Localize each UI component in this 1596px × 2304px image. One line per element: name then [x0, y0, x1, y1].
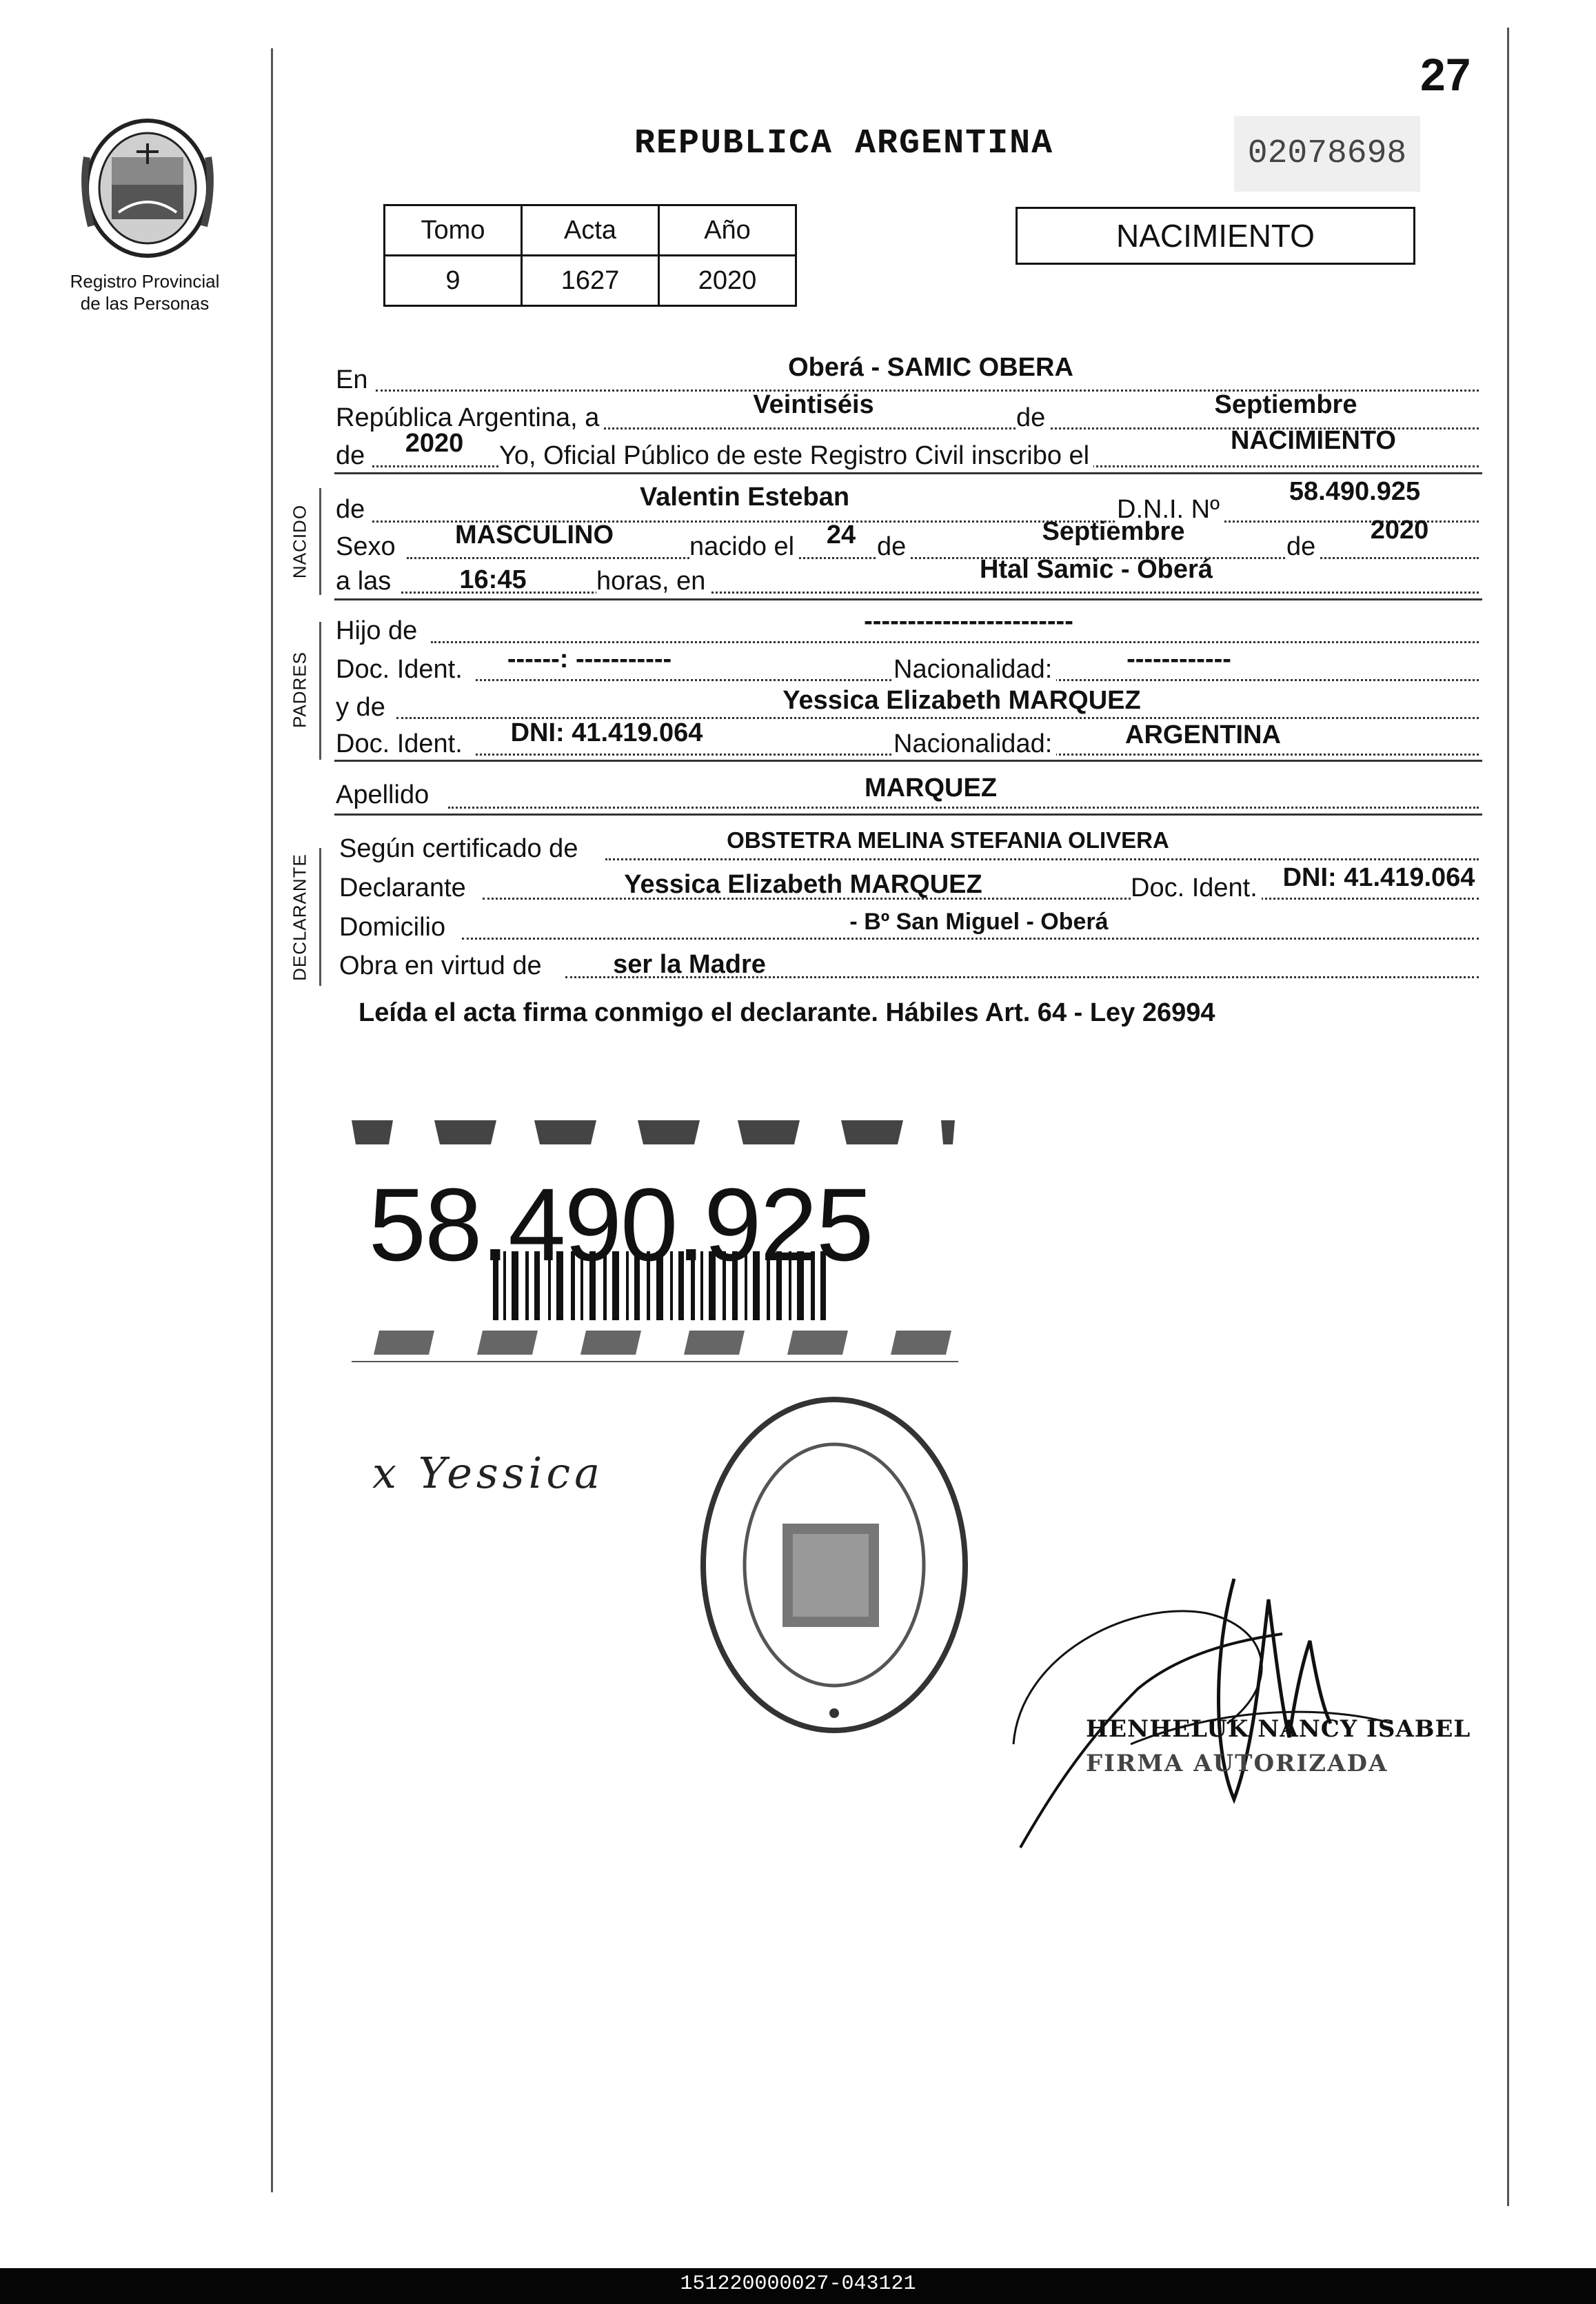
nacido-el-label: nacido el: [689, 532, 798, 2304]
misiones-coat-of-arms-icon: [77, 116, 219, 264]
en-label: En: [336, 365, 372, 395]
declarant-handwritten-signature: x Yessica: [372, 1448, 605, 1498]
mother-doc-label: Doc. Ident.: [336, 729, 467, 2304]
de-label-2: de: [336, 441, 369, 2304]
sexo-label: Sexo: [336, 532, 400, 2304]
oficial-text: Yo, Oficial Público de este Registro Civil inscribo el: [499, 441, 1093, 2304]
mother-name-value: Yessica Elizabeth MARQUEZ: [782, 686, 1141, 715]
de-label-1: de: [1016, 403, 1049, 2304]
nacido-section-label: NACIDO: [289, 504, 310, 579]
dni-label: D.N.I. Nº: [1117, 495, 1224, 2304]
mother-nacionalidad-label: Nacionalidad:: [893, 729, 1056, 2304]
mother-doc-value: DNI: 41.419.064: [510, 718, 703, 747]
father-value: ------------------------: [864, 607, 1073, 636]
republica-label: República Argentina, a: [336, 403, 603, 2304]
signer-role: FIRMA AUTORIZADA: [1086, 1750, 1388, 1777]
value-ano: 2020: [659, 256, 796, 306]
month-written-value: Septiembre: [1214, 390, 1357, 419]
horas-label: horas, en: [596, 567, 709, 2304]
declarante-doc-value: DNI: 41.419.064: [1282, 863, 1475, 892]
birth-day-value: 24: [826, 521, 856, 549]
father-nationality-value: ------------: [1127, 645, 1231, 674]
declarante-value: Yessica Elizabeth MARQUEZ: [624, 870, 982, 899]
mother-nationality-value: ARGENTINA: [1125, 720, 1281, 749]
registry-seal-stamp: [683, 1379, 986, 1751]
value-tomo: 9: [385, 256, 522, 306]
birth-month-value: Septiembre: [1042, 517, 1185, 546]
country-title: REPUBLICA ARGENTINA: [634, 124, 1054, 163]
inscribe-value: NACIMIENTO: [1231, 426, 1396, 455]
hijo-label: Hijo de: [336, 616, 421, 2304]
dots-horas: [401, 592, 1479, 594]
record-table-value-row: [385, 256, 796, 306]
serial-number-stamp: 02078698: [1234, 116, 1420, 192]
record-type-box: NACIMIENTO: [1016, 207, 1415, 265]
page-number: 27: [1420, 49, 1471, 100]
obra-value: ser la Madre: [613, 950, 766, 979]
signer-name: HENHELUK NANCY ISABEL: [1086, 1715, 1471, 1743]
declarante-section-label: DECLARANTE: [289, 853, 310, 981]
declarante-doc-label: Doc. Ident.: [1131, 873, 1262, 2304]
declarante-label: Declarante: [339, 873, 470, 2304]
divider-1: [334, 472, 1482, 474]
child-dni-value: 58.490.925: [1289, 477, 1421, 506]
day-written-value: Veintiséis: [753, 390, 874, 419]
divider-2: [334, 598, 1482, 600]
header-ano: Año: [659, 205, 796, 256]
alas-label: a las: [336, 567, 395, 2304]
year-written-value: 2020: [405, 429, 464, 458]
father-doc-value: ------: -----------: [507, 645, 672, 674]
yde-label: y de: [336, 693, 390, 2304]
nacido-de-label-3: de: [1286, 532, 1320, 2304]
header-acta: Acta: [522, 205, 659, 256]
sticker-dni-number: 58.490.925: [368, 1166, 873, 1282]
dots-certificado: [605, 858, 1479, 860]
logo-caption-line1: Registro Provincial: [70, 271, 220, 292]
father-doc-label: Doc. Ident.: [336, 655, 467, 2304]
certificado-label: Según certificado de: [339, 834, 582, 2304]
footer-code: 151220000027-043121: [680, 2272, 916, 2296]
certificado-value: OBSTETRA MELINA STEFANIA OLIVERA: [727, 827, 1169, 853]
value-acta: 1627: [522, 256, 659, 306]
en-value: Oberá - SAMIC OBERA: [788, 353, 1073, 382]
nacido-bracket: [319, 488, 321, 595]
closing-text: Leída el acta firma conmigo el declarante. Hábiles Art. 64 - Ley 26994: [358, 998, 1215, 1027]
left-margin-line: [271, 48, 273, 2192]
logo-caption: [41, 270, 248, 314]
dots-hijo: [431, 641, 1479, 643]
child-name-value: Valentin Esteban: [639, 483, 850, 512]
domicilio-value: - Bº San Miguel - Oberá: [849, 909, 1109, 935]
padres-section-label: PADRES: [289, 651, 310, 728]
divider-4: [334, 814, 1482, 816]
declarante-bracket: [319, 848, 321, 986]
apellido-value: MARQUEZ: [864, 774, 998, 802]
record-table-header-row: [385, 205, 796, 256]
divider-3: [334, 760, 1482, 762]
obra-label: Obra en virtud de: [339, 951, 546, 2304]
logo-caption-line2: de las Personas: [80, 293, 210, 314]
domicilio-label: Domicilio: [339, 913, 449, 2304]
record-table: [383, 204, 797, 307]
apellido-label: Apellido: [336, 780, 433, 2304]
nacido-de-label-2: de: [877, 532, 910, 2304]
padres-bracket: [319, 622, 321, 760]
header-tomo: Tomo: [385, 205, 522, 256]
dots-domicilio: [462, 938, 1479, 940]
dots-apellido: [448, 807, 1479, 809]
birth-place-value: Htal Samic - Oberá: [980, 555, 1213, 584]
birth-year-value: 2020: [1370, 516, 1429, 545]
father-nacionalidad-label: Nacionalidad:: [893, 655, 1056, 2304]
birth-time-value: 16:45: [459, 565, 527, 594]
nacido-de-label: de: [336, 495, 369, 2304]
right-margin-line: [1507, 28, 1509, 2206]
sexo-value: MASCULINO: [454, 521, 614, 549]
